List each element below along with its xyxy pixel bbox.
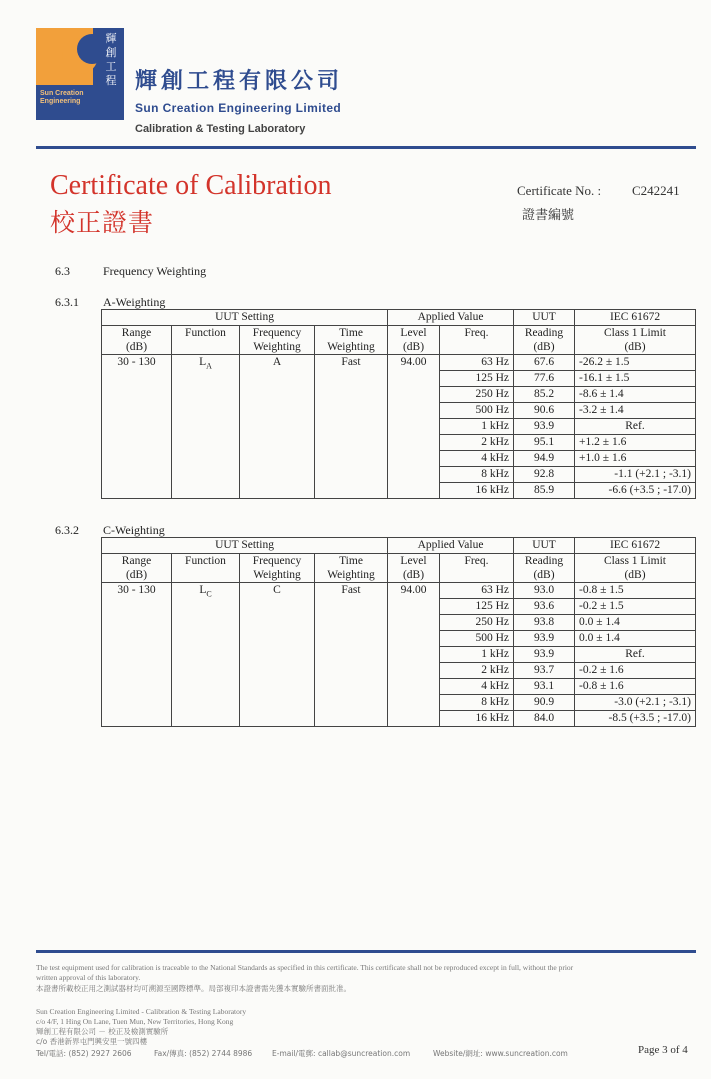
freq-cell: 63 Hz	[440, 355, 514, 371]
footer-disclaimer-cn: 本證書所載校正用之測試器材均可溯源至國際標準。局部複印本證書需先獲本實驗所書面批准。	[36, 984, 351, 993]
time-weighting-header: Time Weighting	[315, 554, 388, 583]
subsection-c-number: 6.3.2	[55, 523, 79, 537]
freq-cell: 16 kHz	[440, 483, 514, 499]
limit-cell: -0.2 ± 1.6	[575, 663, 696, 679]
certificate-title-en: Certificate of Calibration	[50, 170, 332, 201]
footer-address-4: c/o 香港新界屯門興安里一號四樓	[36, 1037, 148, 1046]
footer-fax: Fax/傳真: (852) 2744 8986	[154, 1049, 253, 1058]
function-cell: $L_C$	[172, 583, 240, 727]
limit-cell: Ref.	[575, 647, 696, 663]
footer-divider	[36, 950, 696, 953]
subsection-a-number: 6.3.1	[55, 295, 79, 309]
applied-value-header: Applied Value	[388, 538, 514, 554]
header-divider	[36, 146, 696, 149]
freq-header: Freq.	[440, 326, 514, 355]
freq-cell: 8 kHz	[440, 467, 514, 483]
section-title: Frequency Weighting	[103, 264, 207, 278]
limit-cell: -0.8 ± 1.6	[575, 679, 696, 695]
footer-disclaimer-en-2: written approval of this laboratory.	[36, 973, 141, 982]
reading-cell: 93.7	[514, 663, 575, 679]
reading-cell: 93.9	[514, 419, 575, 435]
reading-cell: 93.8	[514, 615, 575, 631]
reading-cell: 84.0	[514, 711, 575, 727]
freq-weighting-header: Frequency Weighting	[240, 554, 315, 583]
time-weighting-cell: Fast	[315, 355, 388, 499]
range-header: Range (dB)	[102, 326, 172, 355]
footer-address-3: 輝創工程有限公司 － 校正及檢測實驗所	[36, 1027, 169, 1036]
freq-cell: 16 kHz	[440, 711, 514, 727]
reading-header: Reading (dB)	[514, 554, 575, 583]
footer-disclaimer-en: The test equipment used for calibration is traceable to the National Standards as specified in this certificate. This certificate shall not be reproduced except in full, without the prior	[36, 963, 574, 972]
level-header: Level (dB)	[388, 326, 440, 355]
reading-header: Reading (dB)	[514, 326, 575, 355]
company-name-cn: 輝創工程有限公司	[135, 69, 344, 94]
limit-header: Class 1 Limit (dB)	[575, 554, 696, 583]
freq-weighting-header: Frequency Weighting	[240, 326, 315, 355]
reading-cell: 93.9	[514, 647, 575, 663]
reading-cell: 93.0	[514, 583, 575, 599]
function-header: Function	[172, 326, 240, 355]
uut-setting-header: UUT Setting	[102, 310, 388, 326]
level-header: Level (dB)	[388, 554, 440, 583]
reading-cell: 93.1	[514, 679, 575, 695]
function-cell: $L_A$	[172, 355, 240, 499]
freq-header: Freq.	[440, 554, 514, 583]
freq-cell: 500 Hz	[440, 403, 514, 419]
freq-cell: 63 Hz	[440, 583, 514, 599]
time-weighting-header: Time Weighting	[315, 326, 388, 355]
subsection-c-title: C-Weighting	[103, 523, 165, 537]
limit-cell: -3.2 ± 1.4	[575, 403, 696, 419]
freq-cell: 500 Hz	[440, 631, 514, 647]
limit-cell: +1.2 ± 1.6	[575, 435, 696, 451]
freq-cell: 1 kHz	[440, 647, 514, 663]
limit-cell: +1.0 ± 1.6	[575, 451, 696, 467]
reading-cell: 77.6	[514, 371, 575, 387]
time-weighting-cell: Fast	[315, 583, 388, 727]
reading-cell: 90.6	[514, 403, 575, 419]
freq-weighting-cell: A	[240, 355, 315, 499]
function-header: Function	[172, 554, 240, 583]
limit-cell: -1.1 (+2.1 ; -3.1)	[575, 467, 696, 483]
certificate-no-label: Certificate No. :	[517, 183, 602, 198]
freq-cell: 125 Hz	[440, 599, 514, 615]
range-cell: 30 - 130	[102, 355, 172, 499]
certificate-title-cn: 校正證書	[50, 210, 155, 237]
section-number: 6.3	[55, 264, 70, 278]
reading-cell: 67.6	[514, 355, 575, 371]
reading-cell: 95.1	[514, 435, 575, 451]
limit-cell: -0.2 ± 1.5	[575, 599, 696, 615]
iec-limit-header: IEC 61672	[575, 538, 696, 554]
limit-cell: -8.5 (+3.5 ; -17.0)	[575, 711, 696, 727]
reading-cell: 93.6	[514, 599, 575, 615]
footer-address-2: c/o 4/F, 1 Hing On Lane, Tuen Mun, New Territories, Hong Kong	[36, 1017, 234, 1026]
certificate-no-value: C242241	[632, 183, 680, 198]
limit-cell: -16.1 ± 1.5	[575, 371, 696, 387]
logo-chinese-chars: 輝 創 工 程	[105, 32, 117, 87]
limit-cell: -0.8 ± 1.5	[575, 583, 696, 599]
uut-reading-header: UUT	[514, 538, 575, 554]
freq-cell: 4 kHz	[440, 679, 514, 695]
freq-cell: 1 kHz	[440, 419, 514, 435]
footer-email: E-mail/電郵: callab@suncreation.com	[272, 1049, 411, 1058]
limit-cell: -26.2 ± 1.5	[575, 355, 696, 371]
range-cell: 30 - 130	[102, 583, 172, 727]
company-logo	[36, 28, 124, 120]
freq-cell: 8 kHz	[440, 695, 514, 711]
footer-tel: Tel/電話: (852) 2927 2606	[36, 1049, 132, 1058]
limit-cell: 0.0 ± 1.4	[575, 631, 696, 647]
c-weighting-table	[101, 537, 696, 727]
logo-text: Sun Creation Engineering	[40, 90, 84, 105]
reading-cell: 85.2	[514, 387, 575, 403]
freq-cell: 125 Hz	[440, 371, 514, 387]
footer-website: Website/網址: www.suncreation.com	[433, 1049, 568, 1058]
limit-cell: 0.0 ± 1.4	[575, 615, 696, 631]
level-cell: 94.00	[388, 355, 440, 499]
reading-cell: 90.9	[514, 695, 575, 711]
uut-reading-header: UUT	[514, 310, 575, 326]
reading-cell: 94.9	[514, 451, 575, 467]
freq-cell: 2 kHz	[440, 663, 514, 679]
page-number: Page 3 of 4	[638, 1044, 688, 1056]
table-row	[102, 355, 696, 371]
iec-limit-header: IEC 61672	[575, 310, 696, 326]
table-row	[102, 583, 696, 599]
subsection-a-title: A-Weighting	[103, 295, 166, 309]
reading-cell: 93.9	[514, 631, 575, 647]
limit-cell: -8.6 ± 1.4	[575, 387, 696, 403]
reading-cell: 85.9	[514, 483, 575, 499]
a-weighting-table	[101, 309, 696, 499]
uut-setting-header: UUT Setting	[102, 538, 388, 554]
level-cell: 94.00	[388, 583, 440, 727]
limit-header: Class 1 Limit (dB)	[575, 326, 696, 355]
freq-cell: 2 kHz	[440, 435, 514, 451]
freq-cell: 4 kHz	[440, 451, 514, 467]
limit-cell: -3.0 (+2.1 ; -3.1)	[575, 695, 696, 711]
freq-cell: 250 Hz	[440, 387, 514, 403]
applied-value-header: Applied Value	[388, 310, 514, 326]
freq-weighting-cell: C	[240, 583, 315, 727]
certificate-no-label-cn: 證書編號	[522, 208, 575, 223]
company-name-en: Sun Creation Engineering Limited	[135, 101, 342, 115]
limit-cell: Ref.	[575, 419, 696, 435]
lab-name: Calibration & Testing Laboratory	[135, 123, 306, 135]
footer-address-1: Sun Creation Engineering Limited - Calibration & Testing Laboratory	[36, 1007, 247, 1016]
reading-cell: 92.8	[514, 467, 575, 483]
range-header: Range (dB)	[102, 554, 172, 583]
freq-cell: 250 Hz	[440, 615, 514, 631]
limit-cell: -6.6 (+3.5 ; -17.0)	[575, 483, 696, 499]
